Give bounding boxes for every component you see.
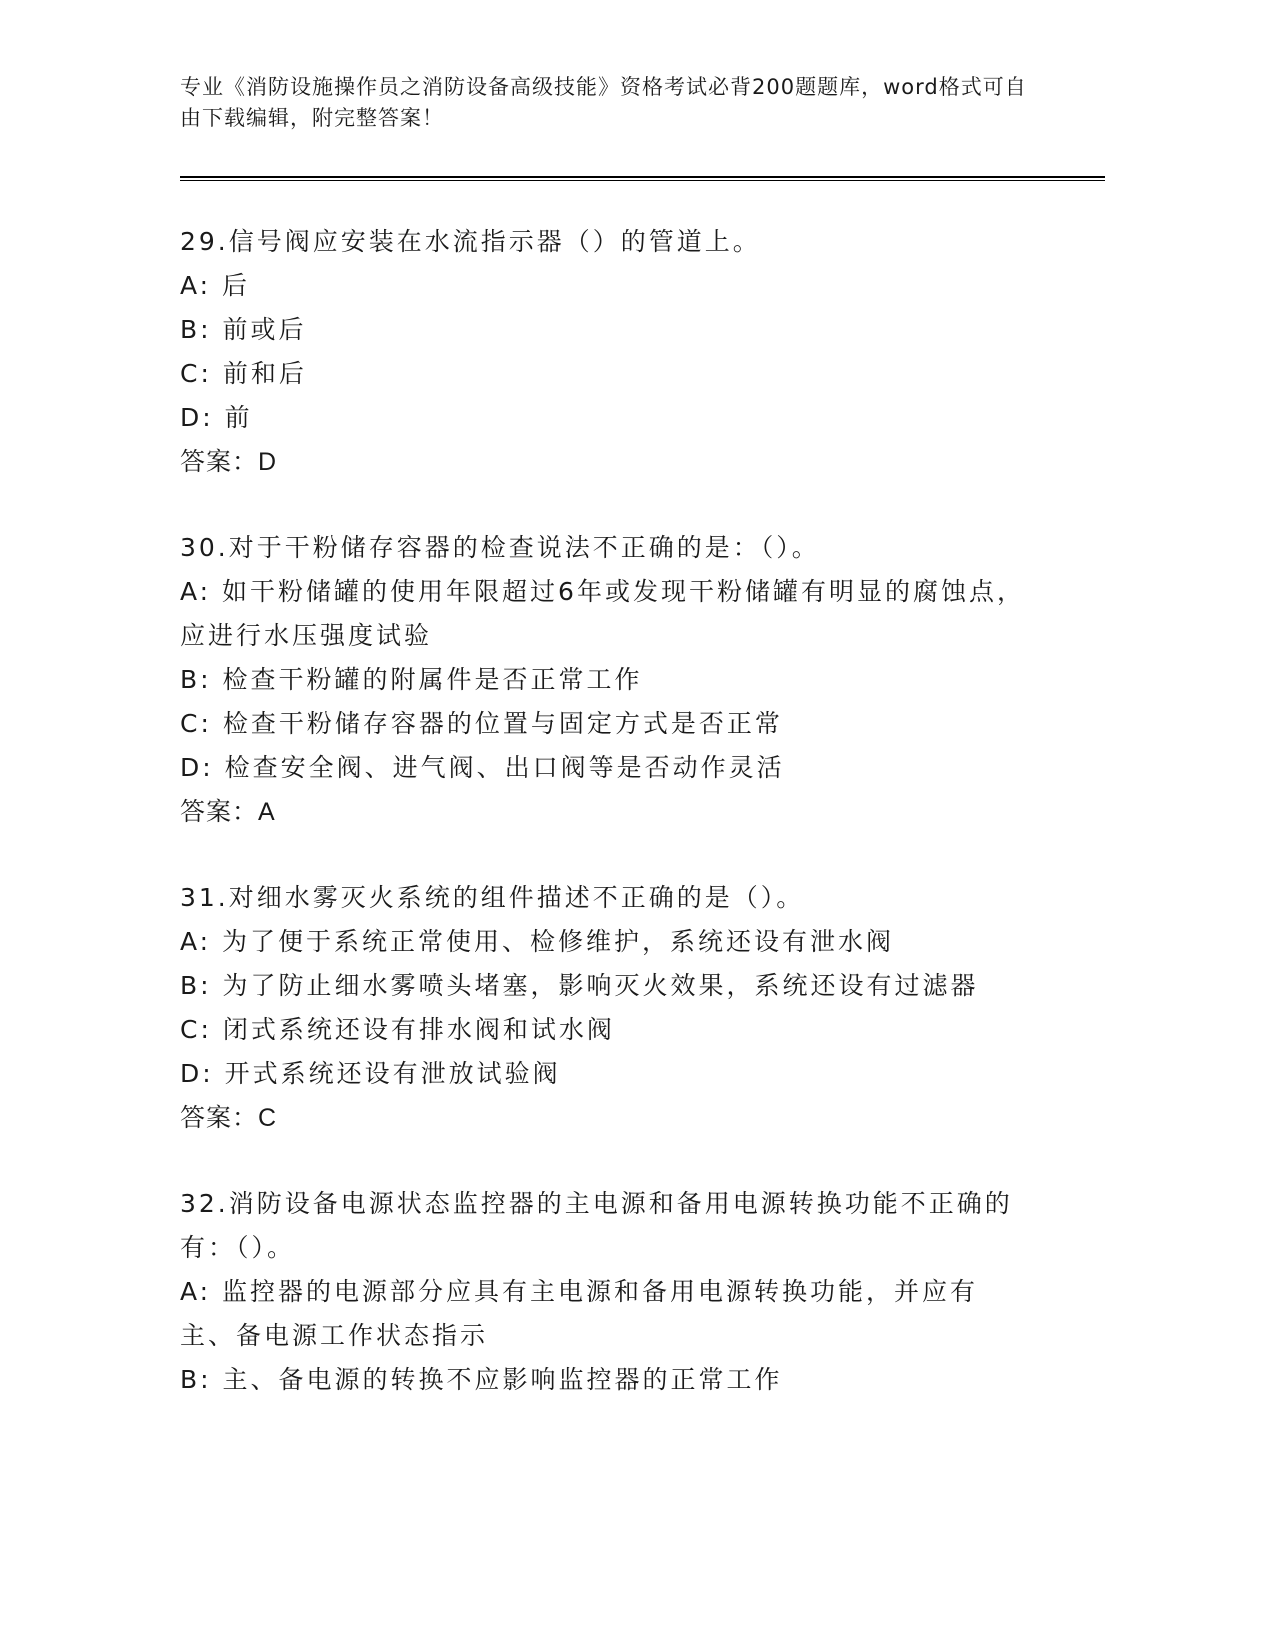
question-list — [180, 220, 1105, 1444]
option-d: D: 前 — [180, 403, 253, 432]
answer-label: 答案：A — [180, 798, 276, 826]
header-divider — [180, 176, 1105, 181]
option-b: B: 检查干粉罐的附属件是否正常工作 — [180, 665, 643, 694]
question-stem: 30.对于干粉储存容器的检查说法不正确的是：（）。 — [180, 533, 820, 562]
option-b: B: 前或后 — [180, 315, 307, 344]
option-b: B: 主、备电源的转换不应影响监控器的正常工作 — [180, 1365, 783, 1394]
question-29 — [180, 220, 1105, 484]
option-a: A: 后 — [180, 271, 251, 300]
option-b: B: 为了防止细水雾喷头堵塞，影响灭火效果，系统还设有过滤器 — [180, 971, 979, 1000]
option-d: D: 检查安全阀、进气阀、出口阀等是否动作灵活 — [180, 753, 785, 782]
option-a: A: 为了便于系统正常使用、检修维护，系统还设有泄水阀 — [180, 927, 895, 956]
answer-label: 答案：D — [180, 448, 278, 476]
question-31 — [180, 876, 1105, 1140]
question-stem: 31.对细水雾灭火系统的组件描述不正确的是（）。 — [180, 883, 805, 912]
option-c: C: 前和后 — [180, 359, 307, 388]
question-stem: 32.消防设备电源状态监控器的主电源和备用电源转换功能不正确的有：（）。 — [180, 1189, 1013, 1262]
question-32 — [180, 1182, 1105, 1402]
option-a: A: 监控器的电源部分应具有主电源和备用电源转换功能，并应有主、备电源工作状态指示 — [180, 1277, 979, 1350]
question-30 — [180, 526, 1105, 834]
question-stem: 29.信号阀应安装在水流指示器（）的管道上。 — [180, 227, 761, 256]
document-header: 专业《消防设施操作员之消防设备高级技能》资格考试必背200题题库，word格式可自由下载编辑，附完整答案！ — [180, 75, 1027, 130]
option-a: A: 如干粉储罐的使用年限超过6年或发现干粉储罐有明显的腐蚀点，应进行水压强度试验 — [180, 577, 1025, 650]
option-c: C: 检查干粉储存容器的位置与固定方式是否正常 — [180, 709, 783, 738]
option-c: C: 闭式系统还设有排水阀和试水阀 — [180, 1015, 615, 1044]
option-d: D: 开式系统还设有泄放试验阀 — [180, 1059, 561, 1088]
answer-label: 答案：C — [180, 1104, 278, 1132]
